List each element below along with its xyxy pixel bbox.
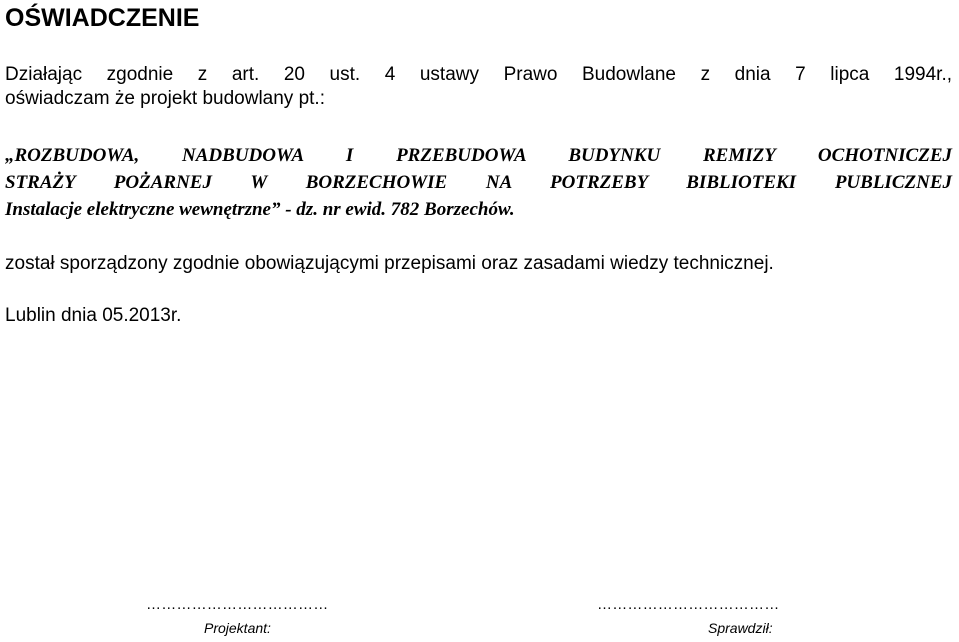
project-title-line-3: Instalacje elektryczne wewnętrzne” - dz. nr ewid. 782 Borzechów. (5, 199, 515, 220)
document-title: OŚWIADCZENIE (5, 4, 200, 32)
project-title-line-2: STRAŻY POŻARNEJ W BORZECHOWIE NA POTRZEBY BIBLIOTEKI PUBLICZNEJ (5, 172, 952, 193)
checker-signature-line: ……………………………… (597, 596, 780, 613)
project-title-line-1: „ROZBUDOWA, NADBUDOWA I PRZEBUDOWA BUDYNKU REMIZY OCHOTNICZEJ (5, 145, 952, 166)
designer-label: Projektant: (204, 620, 271, 636)
place-and-date: Lublin dnia 05.2013r. (5, 305, 182, 326)
designer-signature-line: ……………………………… (146, 596, 329, 613)
intro-text-line-1: Działając zgodnie z art. 20 ust. 4 ustawy Prawo Budowlane z dnia 7 lipca 1994r., (5, 64, 952, 85)
intro-text-line-2: oświadczam że projekt budowlany pt.: (5, 88, 325, 109)
checker-label: Sprawdził: (708, 620, 773, 636)
confirmation-statement: został sporządzony zgodnie obowiązującymi przepisami oraz zasadami wiedzy technicznej. (5, 253, 774, 274)
